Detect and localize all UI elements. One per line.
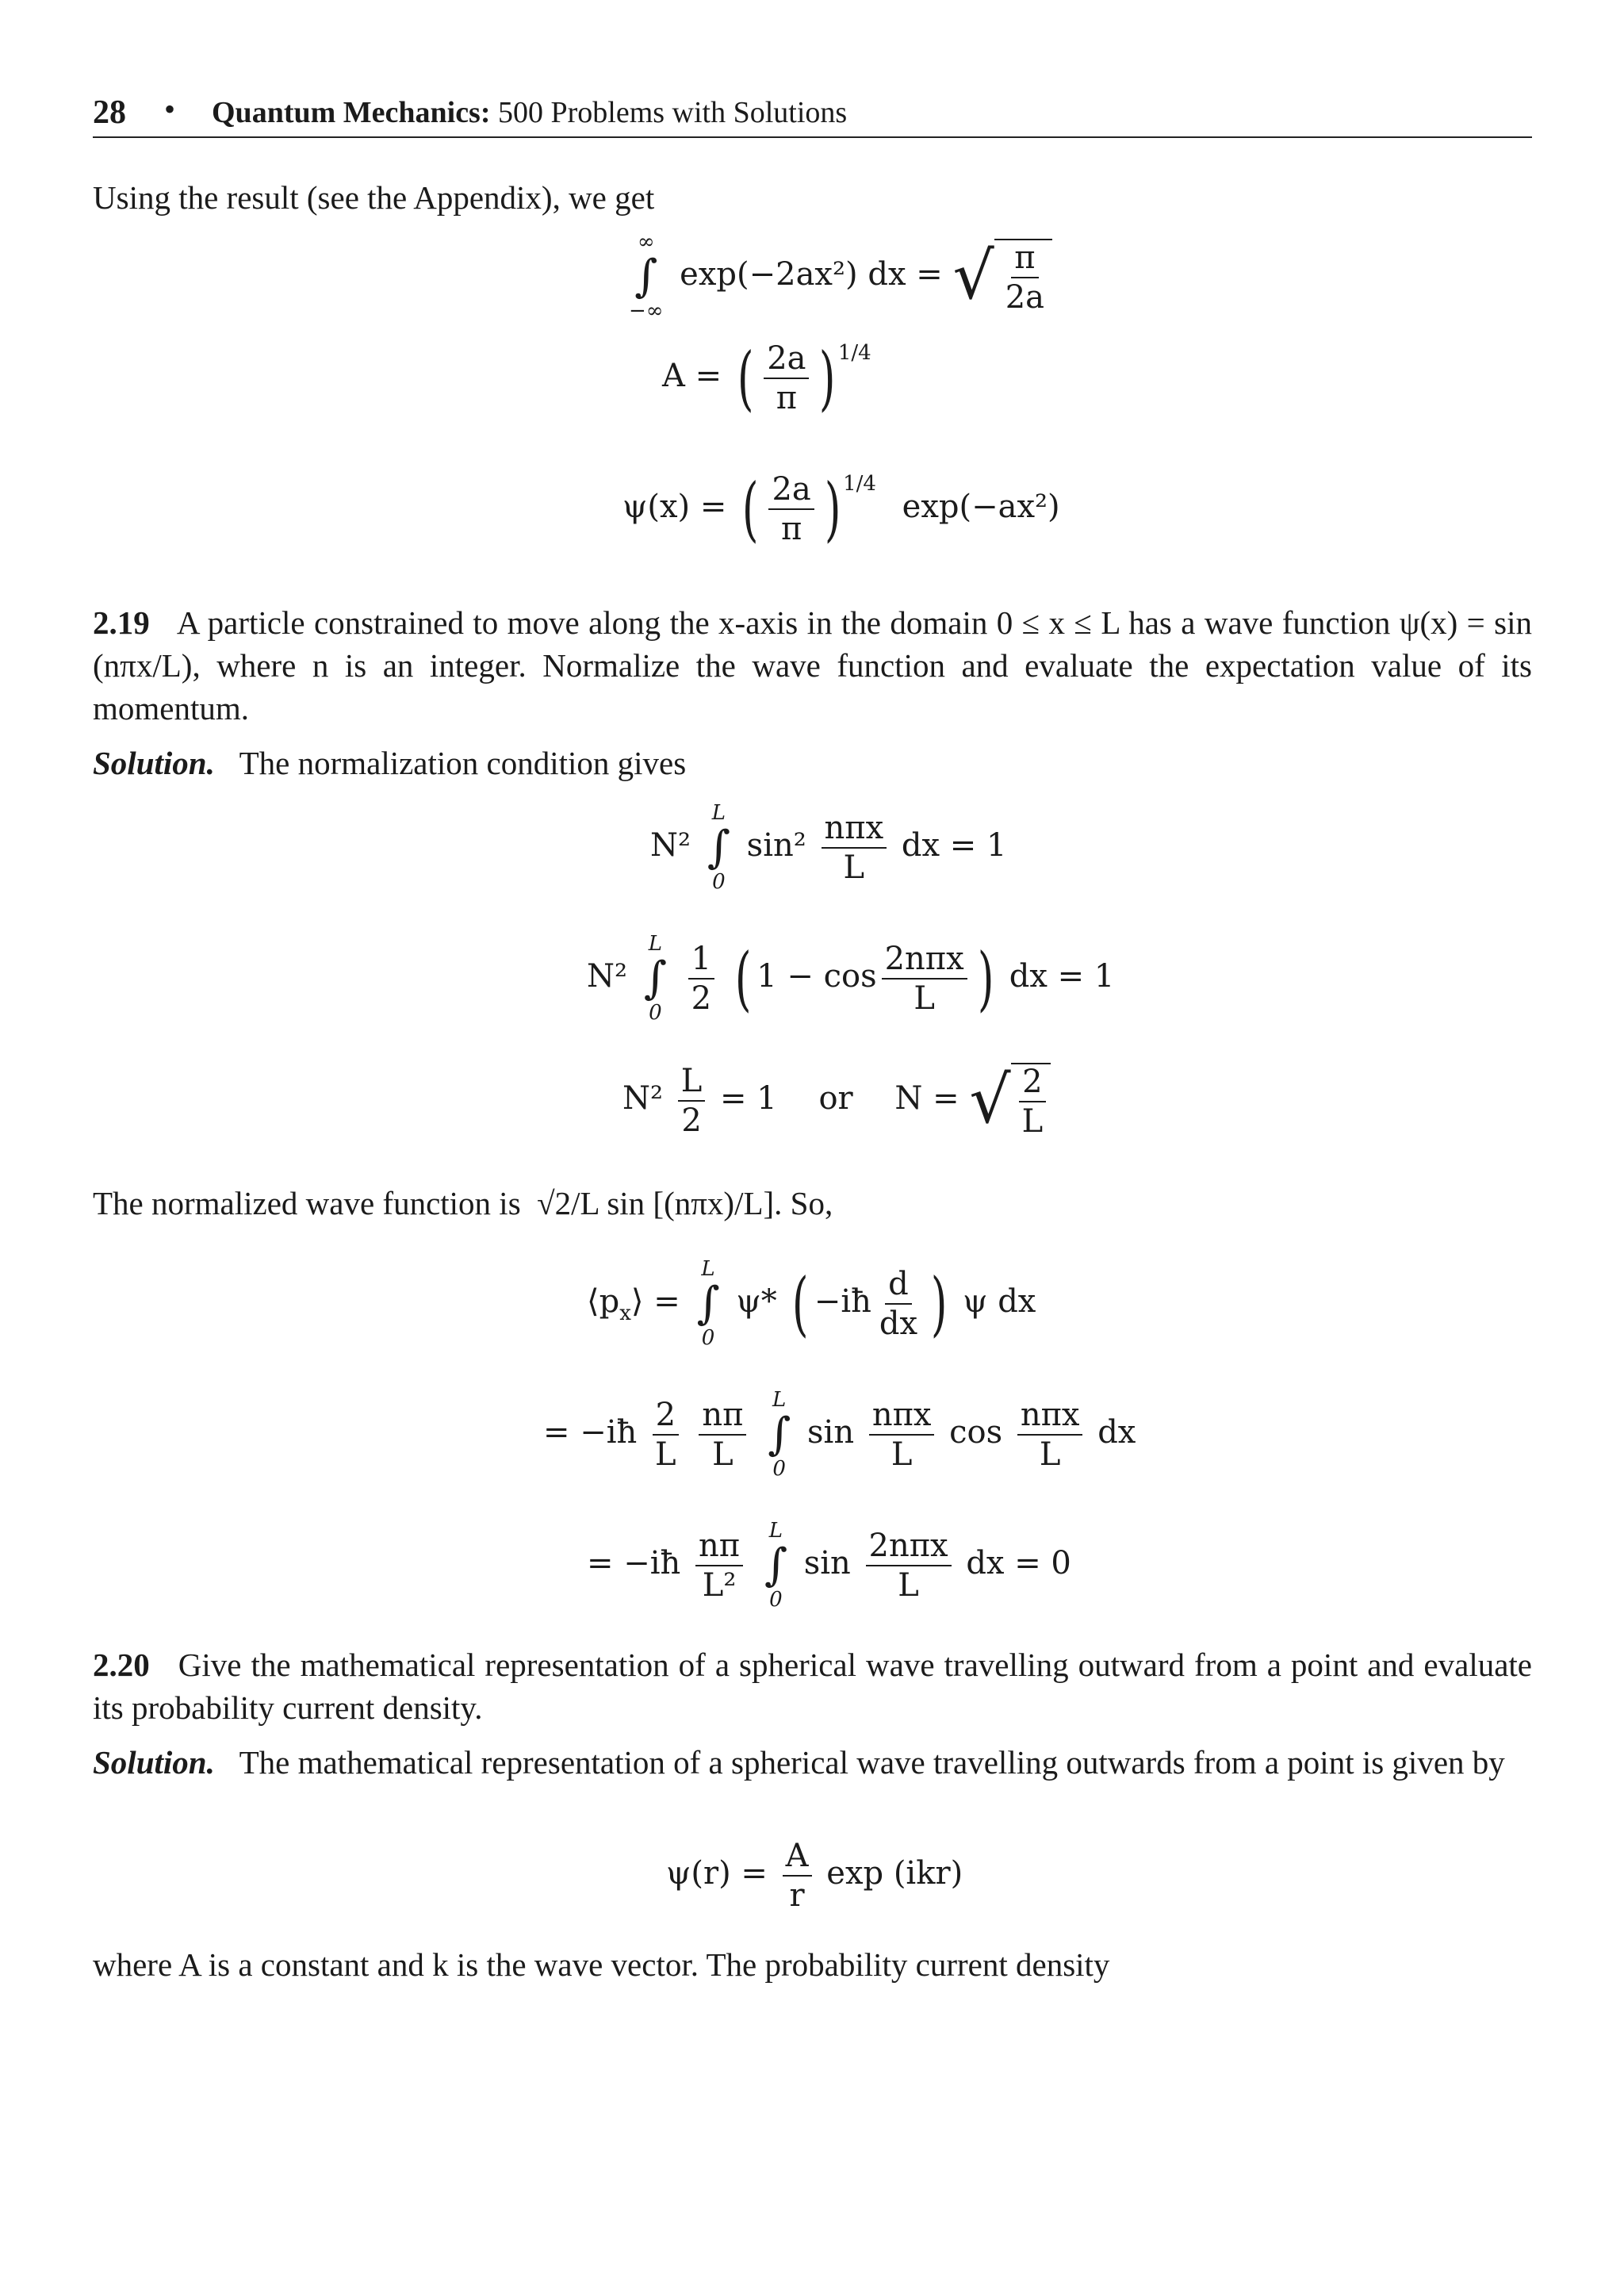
solution-text: The normalization condition gives [239, 745, 687, 781]
page-number: 28 [93, 94, 126, 131]
book-title-bold: Quantum Mechanics: [212, 96, 491, 129]
problem-number: 2.20 [93, 1647, 150, 1683]
problem-number: 2.19 [93, 604, 150, 641]
normalized-expression: √2/L sin [(nπx)/L]. So, [537, 1185, 833, 1221]
book-title [212, 95, 847, 130]
equation-half-angle: N² L ∫ 0 $\frac{1}{2}$ ( 1 − cos $\frac{\text{2nπx}}{L}$ ) dx = 1 [587, 932, 1115, 1026]
equation-spherical-wave: ψ(r) = $\frac{A}{r}$ exp (ikr) [666, 1838, 963, 1914]
running-header [93, 89, 1532, 138]
closing-paragraph: where A is a constant and k is the wave vector. The probability current density [93, 1946, 1110, 1983]
equation-normalization-result: N² $\frac{L}{2}$ = 1 or N = √ $\frac{2}{L}$ [622, 1063, 1051, 1139]
solution-2-19-intro [93, 742, 1532, 784]
equation-wavefunction: ψ(x) = ( $\frac{2a}{\pi}$ ) $^{1/4}$ exp(−ax²) [622, 468, 1060, 550]
solution-2-20-intro [93, 1741, 1532, 1784]
intro-paragraph: Using the result (see the Appendix), we get [93, 179, 655, 216]
solution-text: The mathematical representation of a spherical wave travelling outwards from a point is given by [239, 1744, 1505, 1781]
problem-2-20 [93, 1643, 1532, 1729]
equation-momentum-step-2: = −iħ $\frac{2}{L}$ $\frac{n\pi}{L}$ L ∫ 0 sin $\frac{\text{nπx}}{L}$ cos $\frac{\text{nπx}}{L}$ dx [543, 1388, 1136, 1482]
problem-2-19 [93, 601, 1532, 730]
equation-momentum-expectation: $⟨p_x⟩$ = L ∫ 0 ψ* ( −iħ $\frac{d}{dx}$ ) ψ dx [587, 1257, 1036, 1351]
book-title-rest: 500 Problems with Solutions [490, 96, 848, 129]
problem-text: A particle constrained to move along the x-axis in the domain 0 ≤ x ≤ L has a wave function ψ(x) = sin (nπx/L), where n is an integer. Normalize the wave function and evaluate the expectation value of its momentum. [93, 604, 1532, 727]
equation-normalization-condition: N² L ∫ 0 sin² $\frac{\text{nπx}}{L}$ dx = 1 [650, 801, 1007, 895]
equation-momentum-step-3: = −iħ $\frac{n\pi}{\text{L²}}$ L ∫ 0 sin $\frac{\text{2nπx}}{L}$ dx = 0 [587, 1519, 1071, 1612]
normalized-prefix: The normalized wave function is [93, 1185, 521, 1221]
header-bullet: • [164, 91, 176, 127]
solution-label: Solution. [93, 745, 215, 781]
problem-text: Give the mathematical representation of a spherical wave travelling outward from a point and evaluate its probability current density. [93, 1647, 1532, 1726]
integral-sign: ∞ ∫ −∞ [629, 230, 664, 324]
equation-normalization-constant: A = ( $\frac{2a}{\pi}$ ) $^{1/4}$ [662, 337, 871, 419]
normalized-wavefunction-line [93, 1182, 1532, 1225]
equation-gaussian-integral: ∞ ∫ −∞ exp(−2ax²) dx = √ $\frac{\pi}{2a}$ [622, 230, 1052, 324]
solution-label: Solution. [93, 1744, 215, 1781]
